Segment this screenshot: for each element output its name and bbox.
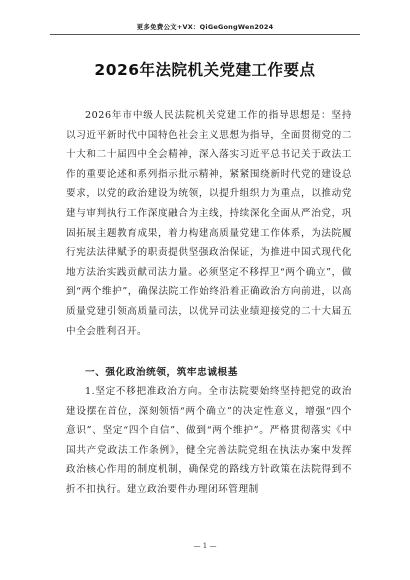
paragraph-guiding-thought: 2026年市中级人民法院机关党建工作的指导思想是：坚持以习近平新时代中国特色社会主义思想为指导，全面贯彻党的二十大和二十届四中全会精神，深入落实习近平总书记关于政法工作的重要论述和系列指示批示精神，紧紧围绕新时代党的建设总要求，以党的政治建设为统领，以提升组织力为重点，以推动党建与审判执行工作深度融合为主线，持续深化全面从严治党，巩固拓展主题教育成果，着力构建高质量党建工作体系，为法院履行宪法法律赋予的职责提供坚强政治保证，为推进中国式现代化地方法治实践贡献司法力量。必须坚定不移捍卫“两个确立”，做到“两个维护”，确保法院工作始终沿着正确政治方向前进，以高质量党建引领高质量司法，以优异司法业绩迎接党的二十大届五中全会胜利召开。 (66, 110, 352, 337)
paragraph-item-1: 1.坚定不移把准政治方向。全市法院要始终坚持把党的政治建设摆在首位，深刻领悟“两个确立”的决定性意义，增强“四个意识”、坚定“四个自信”、做到“两个维护”。严格贯彻落实《中国共产党政法工作条例》，健全完善法院党组在执法办案中发挥政治核心作用的制度机制，确保党的路线方针政策在法院得到不折不扣执行。建立政治要件办理闭环管理制 (66, 386, 352, 495)
header-divider (50, 34, 360, 35)
document-title: 2026年法院机关党建工作要点 (94, 61, 316, 79)
header-banner: 更多免费公文+VX：QiGeGongWen2024 (136, 23, 274, 31)
page-number: — 1 — (193, 542, 217, 550)
section-heading-1: 一、强化政治统领，筑牢忠诚根基 (85, 367, 238, 378)
